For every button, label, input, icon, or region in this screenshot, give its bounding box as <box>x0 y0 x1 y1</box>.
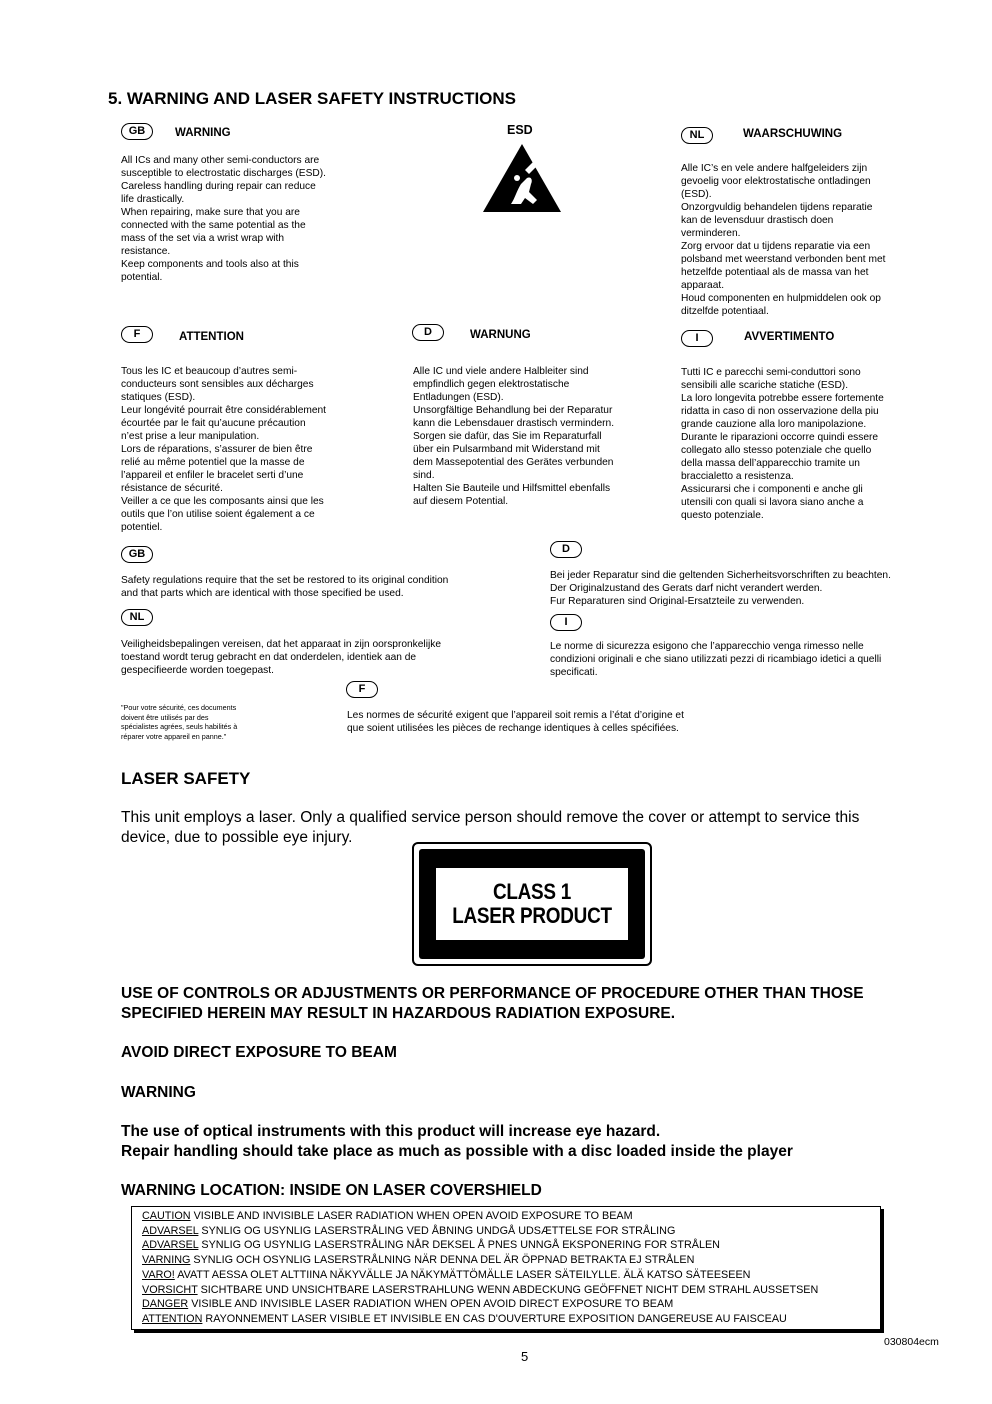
safety-text-gb: Safety regulations require that the set be restored to its original condition and that parts which are identical with those specified be used. <box>121 575 449 599</box>
warning-text-gb: All ICs and many other semi-conductors are susceptible to electrostatic discharges (ESD). Careless handling during repair can reduce life drastically. When repairing, make sure that you are connected with the same potential as the mass of the set via a wrist wrap with resistance. Keep components and tools also at this potential. <box>121 155 326 283</box>
class1-label-line2: LASER PRODUCT <box>452 903 612 928</box>
warning-line <box>142 1209 818 1224</box>
warning-line-text: SYNLIG OG USYNLIG LASERSTRÅLING NÅR DEKSEL Å PNES UNNGÅ EKSPONERING FOR STRÅLEN <box>198 1239 720 1252</box>
warning-line <box>142 1312 818 1327</box>
safety-text-i: Le norme di sicurezza esigono che l’apparecchio venga rimesso nelle condizioni originali e che siano utilizzati pezzi di ricambiago idetici a quelli specificati. <box>550 641 882 678</box>
warning-line-key: DANGER <box>142 1298 189 1311</box>
warning-line <box>142 1253 818 1268</box>
warning-line <box>142 1283 818 1298</box>
lang-badge-nl: NL <box>681 127 713 144</box>
safety-text-nl: Veiligheidsbepalingen vereisen, dat het apparaat in zijn oorspronkelijke toestand wordt terug gebracht en dat onderdelen, identiek aan de gespecifieerde worden toegepast. <box>121 639 441 676</box>
laser-intro: This unit employs a laser. Only a qualified service person should remove the cover or attempt to service this device, due to possible eye injury. <box>121 809 860 846</box>
warning-line-text: VISIBLE AND INVISIBLE LASER RADIATION WHEN OPEN AVOID DIRECT EXPOSURE TO BEAM <box>188 1298 674 1311</box>
warning-line-key: ADVARSEL <box>142 1239 199 1252</box>
lang-badge-i: I <box>681 330 713 347</box>
class1-label <box>436 868 628 940</box>
laser-caution-2: AVOID DIRECT EXPOSURE TO BEAM <box>121 1044 397 1061</box>
warning-line-text: SICHTBARE UND UNSICHTBARE LASERSTRAHLUNG WENN ABDECKUNG GEÖFFNET NICHT DEM STRAHL AUSSETSEN <box>197 1283 819 1296</box>
laser-warning-text: The use of optical instruments with this product will increase eye hazard. Repair handling should take place as much as possible with a disc loaded inside the player <box>121 1123 793 1160</box>
warning-line <box>142 1297 818 1312</box>
esd-label: ESD <box>507 123 533 137</box>
warning-text-i: Tutti IC e parecchi semi-conduttori sono sensibili alle scariche statiche (ESD). La loro longevita potrebbe essere fortemente ridatta in caso di non osservazione della piu grande cauzione alla loro manipolazione. Durante le riparazioni occorre quindi essere collegato allo stesso potenziale che quello della massa dell’apparecchio tramite un braccialetto a resistenza. Assicurarsi che i componenti e anche gli utensili con quali si lavora siano anche a questo potenziale. <box>681 367 884 521</box>
laser-warning-title: WARNING <box>121 1084 196 1101</box>
warning-title-gb: WARNING <box>175 127 231 139</box>
safety-badge-gb: GB <box>121 546 153 563</box>
safety-badge-nl: NL <box>121 609 153 626</box>
warning-title-f: ATTENTION <box>179 331 244 343</box>
warning-line-text: SYNLIG OG USYNLIG LASERSTRÅLING VED ÅBNING UNDGÅ UDSÆTTELSE FOR STRÅLING <box>198 1224 676 1237</box>
warning-location-box <box>131 1206 881 1330</box>
warning-text-nl: Alle IC’s en vele andere halfgeleiders zijn gevoelig voor elektrostatische ontladingen (ESD). Onzorgvuldig behandelen tijdens reparatie kan de levensduur drastisch doen verminderen. Zorg ervoor dat u tijdens reparatie via een polsband met weerstand verbonden bent met hetzelfde potentiaal als de massa van het apparaat. Houd componenten en hulpmiddelen ook op ditzelfde potentiaal. <box>681 163 886 317</box>
warning-line-key: CAUTION <box>142 1210 191 1222</box>
class1-label-border <box>419 849 645 959</box>
warning-line-key: ATTENTION <box>142 1312 203 1325</box>
warning-text-d: Alle IC und viele andere Halbleiter sind empfindlich gegen elektrostatische Entladungen (ESD). Unsorgfältige Behandlung bei der Reparatur kann die Lebensdauer drastisch vermindern. Sorgen sie dafür, das Sie im Reparaturfall über ein Pulsarmband mit Widerstand mit dem Massepotential des Gerätes verbunden sind. Halten Sie Bauteile und Hilfsmittel ebenfalls auf diesem Potential. <box>413 366 615 507</box>
lang-badge-f: F <box>121 326 153 343</box>
safety-badge-d: D <box>550 541 582 558</box>
lang-badge-d: D <box>412 324 444 341</box>
warning-line-key: VORSICHT <box>142 1283 198 1296</box>
warning-location-lines <box>142 1209 818 1327</box>
safety-badge-f: F <box>346 681 378 698</box>
warning-line-text: RAYONNEMENT LASER VISIBLE ET INVISIBLE EN CAS D'OUVERTURE EXPOSITION DANGEREUSE AU FAISCEAU <box>202 1312 787 1325</box>
warning-title-d: WARNUNG <box>470 329 531 341</box>
warning-line <box>142 1268 818 1283</box>
page-number: 5 <box>521 1349 529 1364</box>
warning-title-i: AVVERTIMENTO <box>744 331 835 343</box>
warning-line-text: SYNLIG OCH OSYNLIG LASERSTRÅLNING NÄR DENNA DEL ÄR ÖPPNAD BETRAKTA EJ STRÅLEN <box>190 1254 695 1267</box>
laser-caution-1: USE OF CONTROLS OR ADJUSTMENTS OR PERFORMANCE OF PROCEDURE OTHER THAN THOSE SPECIFIED HEREIN MAY RESULT IN HAZARDOUS RADIATION EXPOSURE. <box>121 985 864 1022</box>
laser-safety-title: LASER SAFETY <box>121 769 251 788</box>
warning-title-nl: WAARSCHUWING <box>743 128 843 140</box>
warning-line <box>142 1224 818 1239</box>
page-title: 5. WARNING AND LASER SAFETY INSTRUCTIONS <box>108 89 517 108</box>
safety-badge-i: I <box>550 614 582 631</box>
esd-warning-icon <box>481 142 563 214</box>
warning-line-text: VISIBLE AND INVISIBLE LASER RADIATION WHEN OPEN AVOID EXPOSURE TO BEAM <box>190 1210 633 1222</box>
warning-line-key: ADVARSEL <box>142 1224 199 1237</box>
warning-line <box>142 1238 818 1253</box>
warning-text-f: Tous les IC et beaucoup d’autres semi- conducteurs sont sensibles aux décharges statiques (ESD). Leur longévité pourrait être considérablement écourtée par le fait qu’aucune précaution n’est prise a leur manipulation. Lors de réparations, s’assurer de bien être relié au même potentiel que la masse de l’appareil et enfiler le bracelet serti d’une résistance de sécurité. Veiller a ce que les composants ainsi que les outils que l’on utilise soient également a ce potentiel. <box>121 366 327 533</box>
lang-badge-gb: GB <box>121 123 153 140</box>
safety-text-f: Les normes de sécurité exigent que l’appareil soit remis a l’état d’origine et que soient utilisées les pièces de rechange identiques à celles spécifiées. <box>347 710 684 734</box>
class1-label-line1: CLASS 1 <box>492 879 572 904</box>
warning-location-title: WARNING LOCATION: INSIDE ON LASER COVERSHIELD <box>121 1182 542 1199</box>
safety-note-f: "Pour votre sécurité, ces documents doivent être utilisés par des spécialistes agrées, seuls habilités à réparer votre appareil en panne." <box>121 703 238 741</box>
class1-label-frame <box>412 842 652 966</box>
document-code: 030804ecm <box>884 1336 939 1348</box>
safety-text-d: Bei jeder Reparatur sind die geltenden Sicherheitsvorschriften zu beachten. Der Originalzustand des Gerats darf nicht verandert werden. Fur Reparaturen sind Original-Ersatzteile zu verwenden. <box>550 570 891 607</box>
warning-line-key: VARO! <box>142 1268 175 1281</box>
warning-line-key: VARNING <box>142 1254 191 1267</box>
warning-line-text: AVATT AESSA OLET ALTTIINA NÄKYVÄLLE JA NÄKYMÄTTÖMÄLLE LASER SÄTEILYLLE. ÄLÄ KATSO SÄTEESEEN <box>174 1268 751 1281</box>
